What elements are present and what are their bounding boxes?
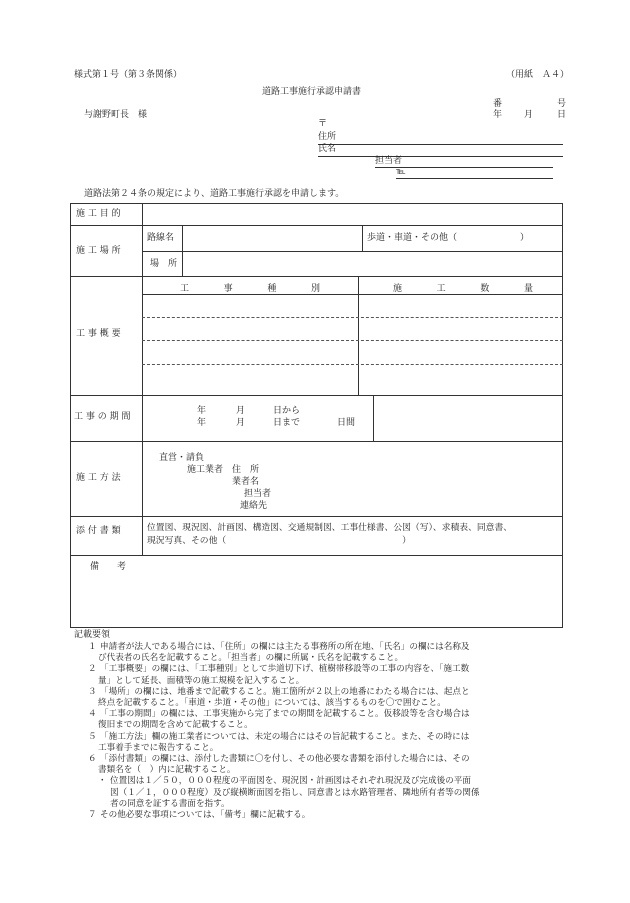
addressee: 与謝野町長 様 — [84, 110, 148, 120]
instruction-line: 書類名を（ ）内に記載すること。 — [98, 765, 236, 776]
instruction-line: び代表者の氏名を記載すること。「担当者」の欄に所属・氏名を記載すること。 — [98, 653, 404, 664]
period-to-year: 年 — [197, 418, 207, 428]
instruction-line: 者の同意を証する書面を指す。 — [110, 798, 230, 809]
name-label: 氏名 — [318, 144, 337, 154]
instruction-line: 申請者が法人である場合には、「住所」の欄には主たる事務所の所在地、「氏名」の欄には名称及 — [100, 642, 470, 652]
number-label-ban: 番 — [493, 99, 503, 109]
instruction-line: 「場所」の欄には、地番まで記載すること。施工箇所が２以上の地番にわたる場合には、起点と — [100, 686, 470, 697]
location-label: 施 工 場 所 — [76, 246, 121, 256]
date-month-label: 月 — [524, 110, 534, 120]
tel-label: ℡ — [396, 167, 406, 177]
postal-mark: 〒 — [318, 119, 328, 129]
period-label: 工 事 の 期 間 — [74, 412, 131, 422]
address-underline — [318, 144, 563, 145]
number-label-go: 号 — [557, 99, 567, 109]
attachments-list-2: 現況写真、その他（ ） — [147, 536, 411, 546]
method-label: 施 工 方 法 — [76, 473, 121, 483]
quantity-header: 施 工 数 量 — [393, 284, 533, 294]
tel-underline — [396, 178, 553, 179]
attachments-label: 添 付 書 類 — [76, 526, 121, 536]
instruction-line: 工事着手までに報告すること。 — [98, 742, 219, 753]
period-from-year: 年 — [197, 406, 207, 416]
instruction-number: ７ — [88, 810, 97, 820]
instruction-number: ５ — [88, 731, 97, 742]
instruction-number: ・ — [98, 776, 107, 787]
paper-size: （用紙 Ａ４） — [506, 70, 570, 80]
overview-label: 工 事 概 要 — [76, 329, 121, 339]
instruction-line: その他必要な事項については、「備考」欄に記載する。 — [100, 810, 311, 820]
contact-label: 担当者 — [375, 156, 403, 166]
form-title: 道路工事施行承認申請書 — [262, 87, 362, 97]
attachments-list-1: 位置図、現況図、計画図、構造図、交通規制図、工事仕様書、公図（写）、求積表、同意書、 — [147, 523, 513, 533]
place-label: 場 所 — [150, 259, 178, 269]
method-company-name: 業者名 — [232, 477, 260, 487]
purpose-label: 施 工 目 的 — [76, 209, 121, 219]
method-address: 住 所 — [232, 465, 260, 475]
instruction-line: 図（１／１，０００程度）及び縦横断面図を指し、同意書とは水路管理者、隣地所有者等の関係 — [110, 787, 480, 798]
method-contact: 連絡先 — [240, 501, 268, 511]
instruction-line: 「工事概要」の欄には、「工事種別」として歩道切下げ、植樹帯移設等の工事の内容を、「施工数 — [100, 664, 470, 675]
period-to-day: 日まで — [273, 418, 301, 428]
method-person: 担当者 — [244, 489, 272, 499]
period-to-month: 月 — [236, 418, 246, 428]
instruction-number: ４ — [88, 709, 97, 720]
instruction-number: １ — [88, 642, 97, 652]
method-direct-contract: 直営・請負 — [159, 453, 205, 463]
intro-statement: 道路法第２４条の規定により、道路工事施行承認を申請します。 — [84, 189, 345, 199]
period-days: 日間 — [337, 418, 356, 428]
date-day-label: 日 — [557, 110, 567, 120]
instruction-line: 「添付書類」の欄には、添付した書類に〇を付し、その他必要な書類を添付した場合には、その — [100, 754, 470, 764]
work-type-header: 工 事 種 別 — [180, 284, 320, 294]
instruction-number: ２ — [88, 664, 97, 675]
period-from-day: 日から — [273, 406, 301, 416]
route-name-label: 路線名 — [147, 233, 175, 243]
form-number: 様式第１号（第３条関係） — [74, 70, 183, 80]
name-underline — [318, 156, 563, 157]
date-year-label: 年 — [493, 110, 503, 120]
instructions-heading: 記載要領 — [74, 630, 111, 640]
instruction-number: ６ — [88, 754, 97, 764]
remarks-label: 備 考 — [90, 562, 127, 572]
period-from-month: 月 — [236, 406, 246, 416]
instruction-line: 終点を記載すること。「車道・歩道・その他」については、該当するものを〇で囲むこと。 — [98, 698, 446, 708]
method-contractor: 施工業者 — [187, 465, 224, 475]
instruction-number: ３ — [88, 686, 97, 697]
instruction-line: 量」として延長、面積等の施工規模を記入すること。 — [98, 675, 305, 686]
instruction-line: 「工事の期間」の欄には、工事実施から完了までの期間を記載すること。仮移設等を含む場合は — [100, 709, 470, 720]
instruction-line: 「施工方法」欄の施工業者については、未定の場合にはその旨記載すること。また、その時には — [100, 731, 470, 742]
road-type-choice: 歩道・車道・その他（ ） — [367, 233, 530, 243]
instruction-line: 復旧までの期間を含めて記載すること。 — [98, 720, 253, 731]
instruction-line: 位置図は１／５０，０００程度の平面図を、現況図・計画図はそれぞれ現況及び完成後の平面 — [110, 776, 471, 787]
address-label: 住所 — [318, 132, 337, 142]
